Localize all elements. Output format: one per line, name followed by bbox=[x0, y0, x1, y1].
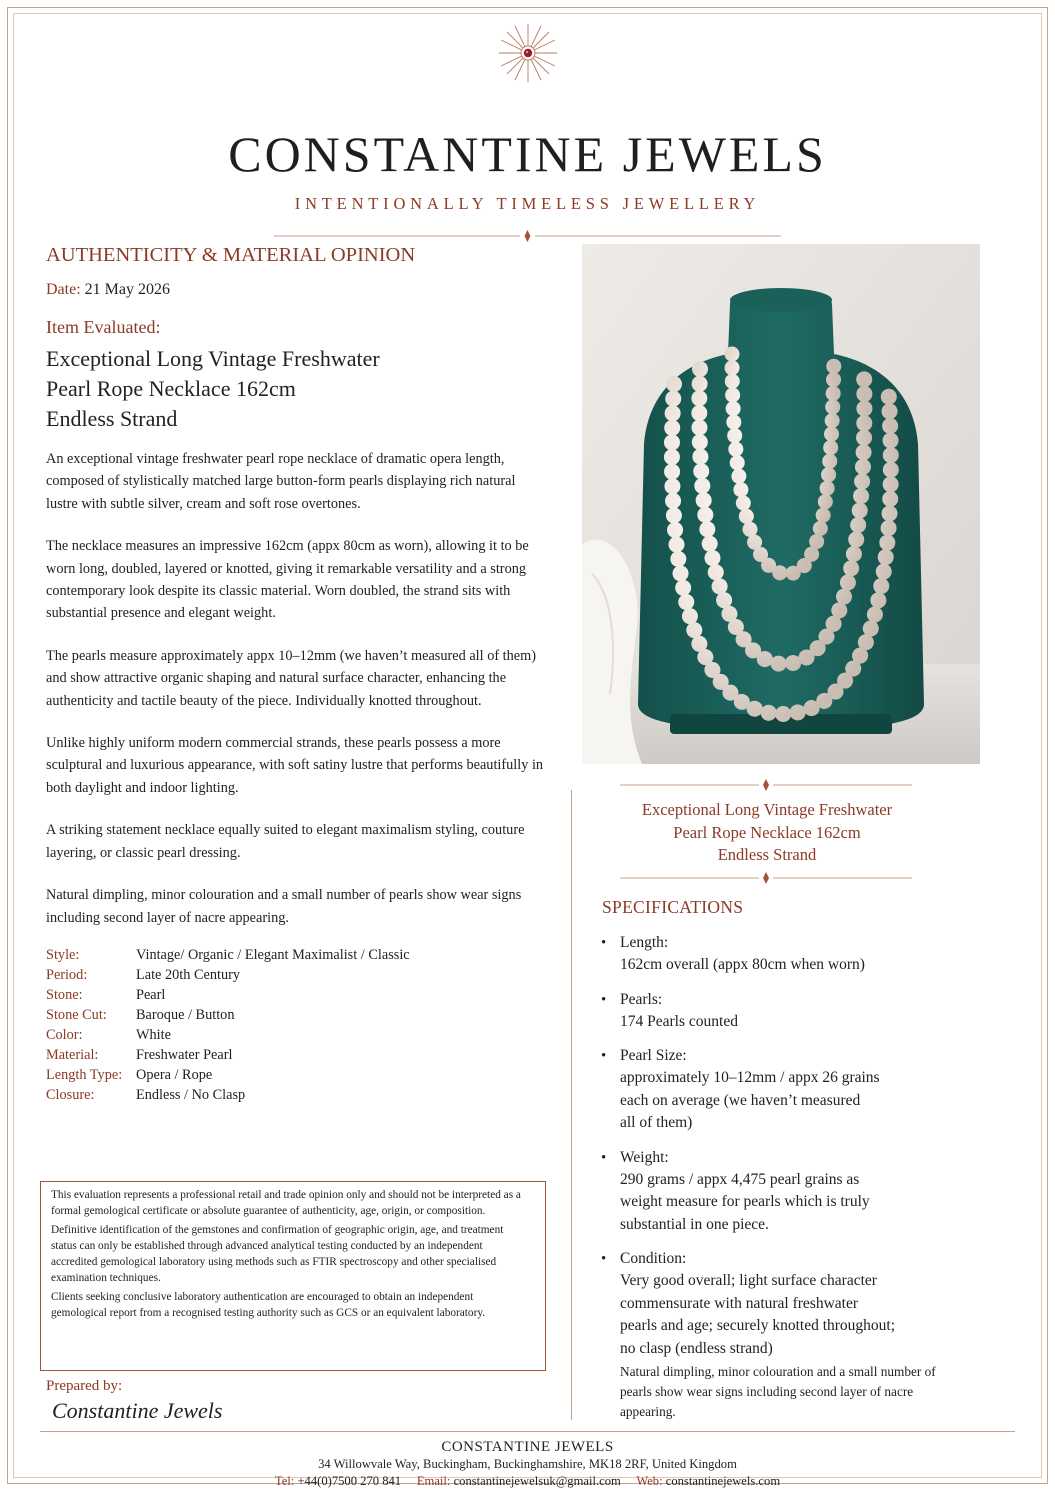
spec-value: 290 grams / appx 4,475 pearl grains as bbox=[620, 1170, 860, 1188]
web-label: Web: bbox=[636, 1474, 663, 1488]
signature: Constantine Jewels bbox=[52, 1398, 223, 1423]
attribute-value: Vintage/ Organic / Elegant Maximalist / Classic bbox=[136, 946, 410, 963]
spec-label: Pearl Size: bbox=[620, 1047, 687, 1064]
attribute-row bbox=[46, 1025, 546, 1045]
prepared-by-label: Prepared by: bbox=[46, 1378, 123, 1394]
spec-value: commensurate with natural freshwater bbox=[620, 1294, 859, 1312]
description-paragraph: Natural dimpling, minor colouration and a small number of pearls show wear signs including second layer of nacre appearing. bbox=[46, 887, 522, 926]
spec-value: no clasp (endless strand) bbox=[620, 1339, 773, 1357]
spec-label: Length: bbox=[620, 934, 669, 951]
spec-value: 162cm overall (appx 80cm when worn) bbox=[620, 956, 865, 973]
attribute-key: Style: bbox=[46, 946, 80, 963]
web-link[interactable]: constantinejewels.com bbox=[665, 1474, 781, 1488]
disclaimer-paragraph: This evaluation represents a professional retail and trade opinion only and should not be interpreted as a formal gemological certificate or absolute guarantee of authenticity, age, origin, or composition. bbox=[51, 1189, 521, 1217]
brand-title: CONSTANTINE JEWELS bbox=[228, 126, 827, 182]
attribute-key: Material: bbox=[46, 1046, 99, 1063]
spec-value: 174 Pearls counted bbox=[620, 1012, 738, 1030]
spec-label: Pearls: bbox=[620, 990, 663, 1008]
bullet-icon: • bbox=[601, 1251, 607, 1267]
bullet-icon: • bbox=[601, 935, 607, 951]
bullet-icon: • bbox=[601, 1048, 607, 1064]
caption-line: Pearl Rope Necklace 162cm bbox=[673, 822, 861, 842]
evaluation-column bbox=[46, 244, 546, 1105]
caption-line: Exceptional Long Vintage Freshwater bbox=[641, 800, 893, 819]
attribute-value: White bbox=[136, 1026, 171, 1043]
starburst-ruby-icon bbox=[497, 22, 559, 84]
item-evaluated-label: Item Evaluated: bbox=[46, 317, 161, 337]
attribute-key: Stone Cut: bbox=[46, 1006, 107, 1023]
description-paragraph: An exceptional vintage freshwater pearl rope necklace of dramatic opera length, composed of stylistically matched large button-form pearls displaying rich natural lustre with subtle silver, cream and soft rose overtones. bbox=[46, 451, 516, 512]
item-title bbox=[46, 344, 546, 434]
attribute-value: Freshwater Pearl bbox=[136, 1046, 233, 1063]
item-title-line: Exceptional Long Vintage Freshwater bbox=[46, 346, 380, 371]
spec-item bbox=[601, 1248, 946, 1422]
tel-value[interactable]: +44(0)7500 270 841 bbox=[297, 1474, 402, 1488]
spec-value: pearls and age; securely knotted throughout; bbox=[620, 1317, 896, 1334]
spec-value: weight measure for pearls which is truly bbox=[620, 1193, 870, 1210]
attribute-value: Pearl bbox=[136, 986, 166, 1003]
tel-label: Tel: bbox=[274, 1474, 295, 1488]
item-title-line: Endless Strand bbox=[46, 406, 178, 431]
bullet-icon: • bbox=[601, 1149, 607, 1166]
spec-item bbox=[601, 1045, 946, 1135]
document-title: AUTHENTICITY & MATERIAL OPINION bbox=[46, 244, 416, 266]
description-paragraph: A striking statement necklace equally suited to elegant maximalism styling, couture layering, or classic pearl dressing. bbox=[46, 822, 525, 861]
footer-contact bbox=[0, 1474, 1055, 1489]
footer-divider bbox=[40, 1431, 1015, 1432]
brand-tagline: INTENTIONALLY TIMELESS JEWELLERY bbox=[294, 194, 761, 213]
diamond-ornament-icon bbox=[274, 230, 781, 242]
spec-label: Condition: bbox=[620, 1250, 687, 1267]
spec-value: all of them) bbox=[620, 1114, 693, 1131]
attribute-row bbox=[46, 985, 546, 1005]
description-paragraph: The necklace measures an impressive 162cm (appx 80cm as worn), allowing it to be worn long, doubled, layered or knotted, giving it remarkable versatility and a strong contemporary look despite its classic material. Worn doubled, the strand sits with substantial presence and elegant weight. bbox=[46, 538, 529, 622]
footer-address: 34 Willowvale Way, Buckingham, Buckinghamshire, MK18 2RF, United Kingdom bbox=[318, 1457, 737, 1471]
date-value: 21 May 2026 bbox=[84, 281, 170, 298]
attribute-key: Length Type: bbox=[46, 1066, 123, 1083]
attribute-row bbox=[46, 1005, 546, 1025]
date-label: Date: bbox=[46, 281, 81, 298]
spec-value: substantial in one piece. bbox=[620, 1215, 769, 1233]
disclaimer-paragraph: Definitive identification of the gemstones and confirmation of geographic origin, age, and treatment status can only be established through advanced analytical testing conducted by an independent accredited gemological laboratory using methods such as FTIR spectroscopy and other specialised examination techniques. bbox=[51, 1224, 504, 1284]
photo-caption bbox=[582, 799, 952, 867]
email-label: Email: bbox=[416, 1474, 451, 1488]
spec-item bbox=[601, 932, 946, 977]
date-line bbox=[46, 281, 546, 299]
bullet-icon: • bbox=[601, 991, 607, 1008]
pearl-necklace-on-teal-bust-photo bbox=[582, 244, 980, 764]
footer-company: CONSTANTINE JEWELS bbox=[441, 1439, 614, 1455]
attribute-value: Opera / Rope bbox=[136, 1066, 213, 1083]
spec-item bbox=[601, 989, 946, 1034]
spec-value: approximately 10–12mm / appx 26 grains bbox=[620, 1069, 880, 1086]
attribute-row bbox=[46, 1045, 546, 1065]
item-title-line: Pearl Rope Necklace 162cm bbox=[46, 376, 296, 401]
caption-line: Endless Strand bbox=[717, 845, 817, 864]
attribute-key: Closure: bbox=[46, 1086, 95, 1103]
attributes-table bbox=[46, 945, 546, 1105]
attribute-key: Period: bbox=[46, 966, 88, 983]
specifications-title: SPECIFICATIONS bbox=[602, 897, 744, 917]
email-link[interactable]: constantinejewelsuk@gmail.com bbox=[453, 1474, 621, 1488]
attribute-row bbox=[46, 965, 546, 985]
specifications-list bbox=[601, 932, 946, 1434]
disclaimer-box bbox=[40, 1181, 546, 1371]
attribute-value: Endless / No Clasp bbox=[136, 1086, 246, 1103]
attribute-value: Baroque / Button bbox=[136, 1006, 235, 1023]
attribute-row bbox=[46, 945, 546, 965]
disclaimer-paragraph: Clients seeking conclusive laboratory authentication are encouraged to obtain an independent gemological report from a recognised testing authority such as GCS or an equivalent laboratory. bbox=[51, 1291, 486, 1319]
column-divider bbox=[571, 790, 572, 1420]
attribute-value: Late 20th Century bbox=[136, 966, 241, 983]
spec-note: Natural dimpling, minor colouration and a small number of pearls show wear signs including second layer of nacre appearing. bbox=[620, 1364, 936, 1419]
attribute-row bbox=[46, 1065, 546, 1085]
spec-value: Very good overall; light surface character bbox=[620, 1272, 877, 1289]
description-paragraph: Unlike highly uniform modern commercial strands, these pearls possess a more sculptural and luxurious appearance, with soft satiny lustre that performs beautifully in both daylight and indoor lighting. bbox=[46, 735, 544, 796]
spec-value: each on average (we haven’t measured bbox=[620, 1091, 861, 1109]
diamond-ornament-icon bbox=[620, 872, 912, 884]
attribute-key: Stone: bbox=[46, 986, 83, 1003]
attribute-key: Color: bbox=[46, 1026, 83, 1043]
spec-label: Weight: bbox=[620, 1148, 669, 1166]
attribute-row bbox=[46, 1085, 546, 1105]
description-paragraph: The pearls measure approximately appx 10–12mm (we haven’t measured all of them) and show attractive organic shaping and natural surface character, enhancing the authenticity and tactile beauty of the piece. Individually knotted throughout. bbox=[46, 647, 537, 709]
diamond-ornament-icon bbox=[620, 779, 912, 791]
spec-item bbox=[601, 1147, 946, 1237]
